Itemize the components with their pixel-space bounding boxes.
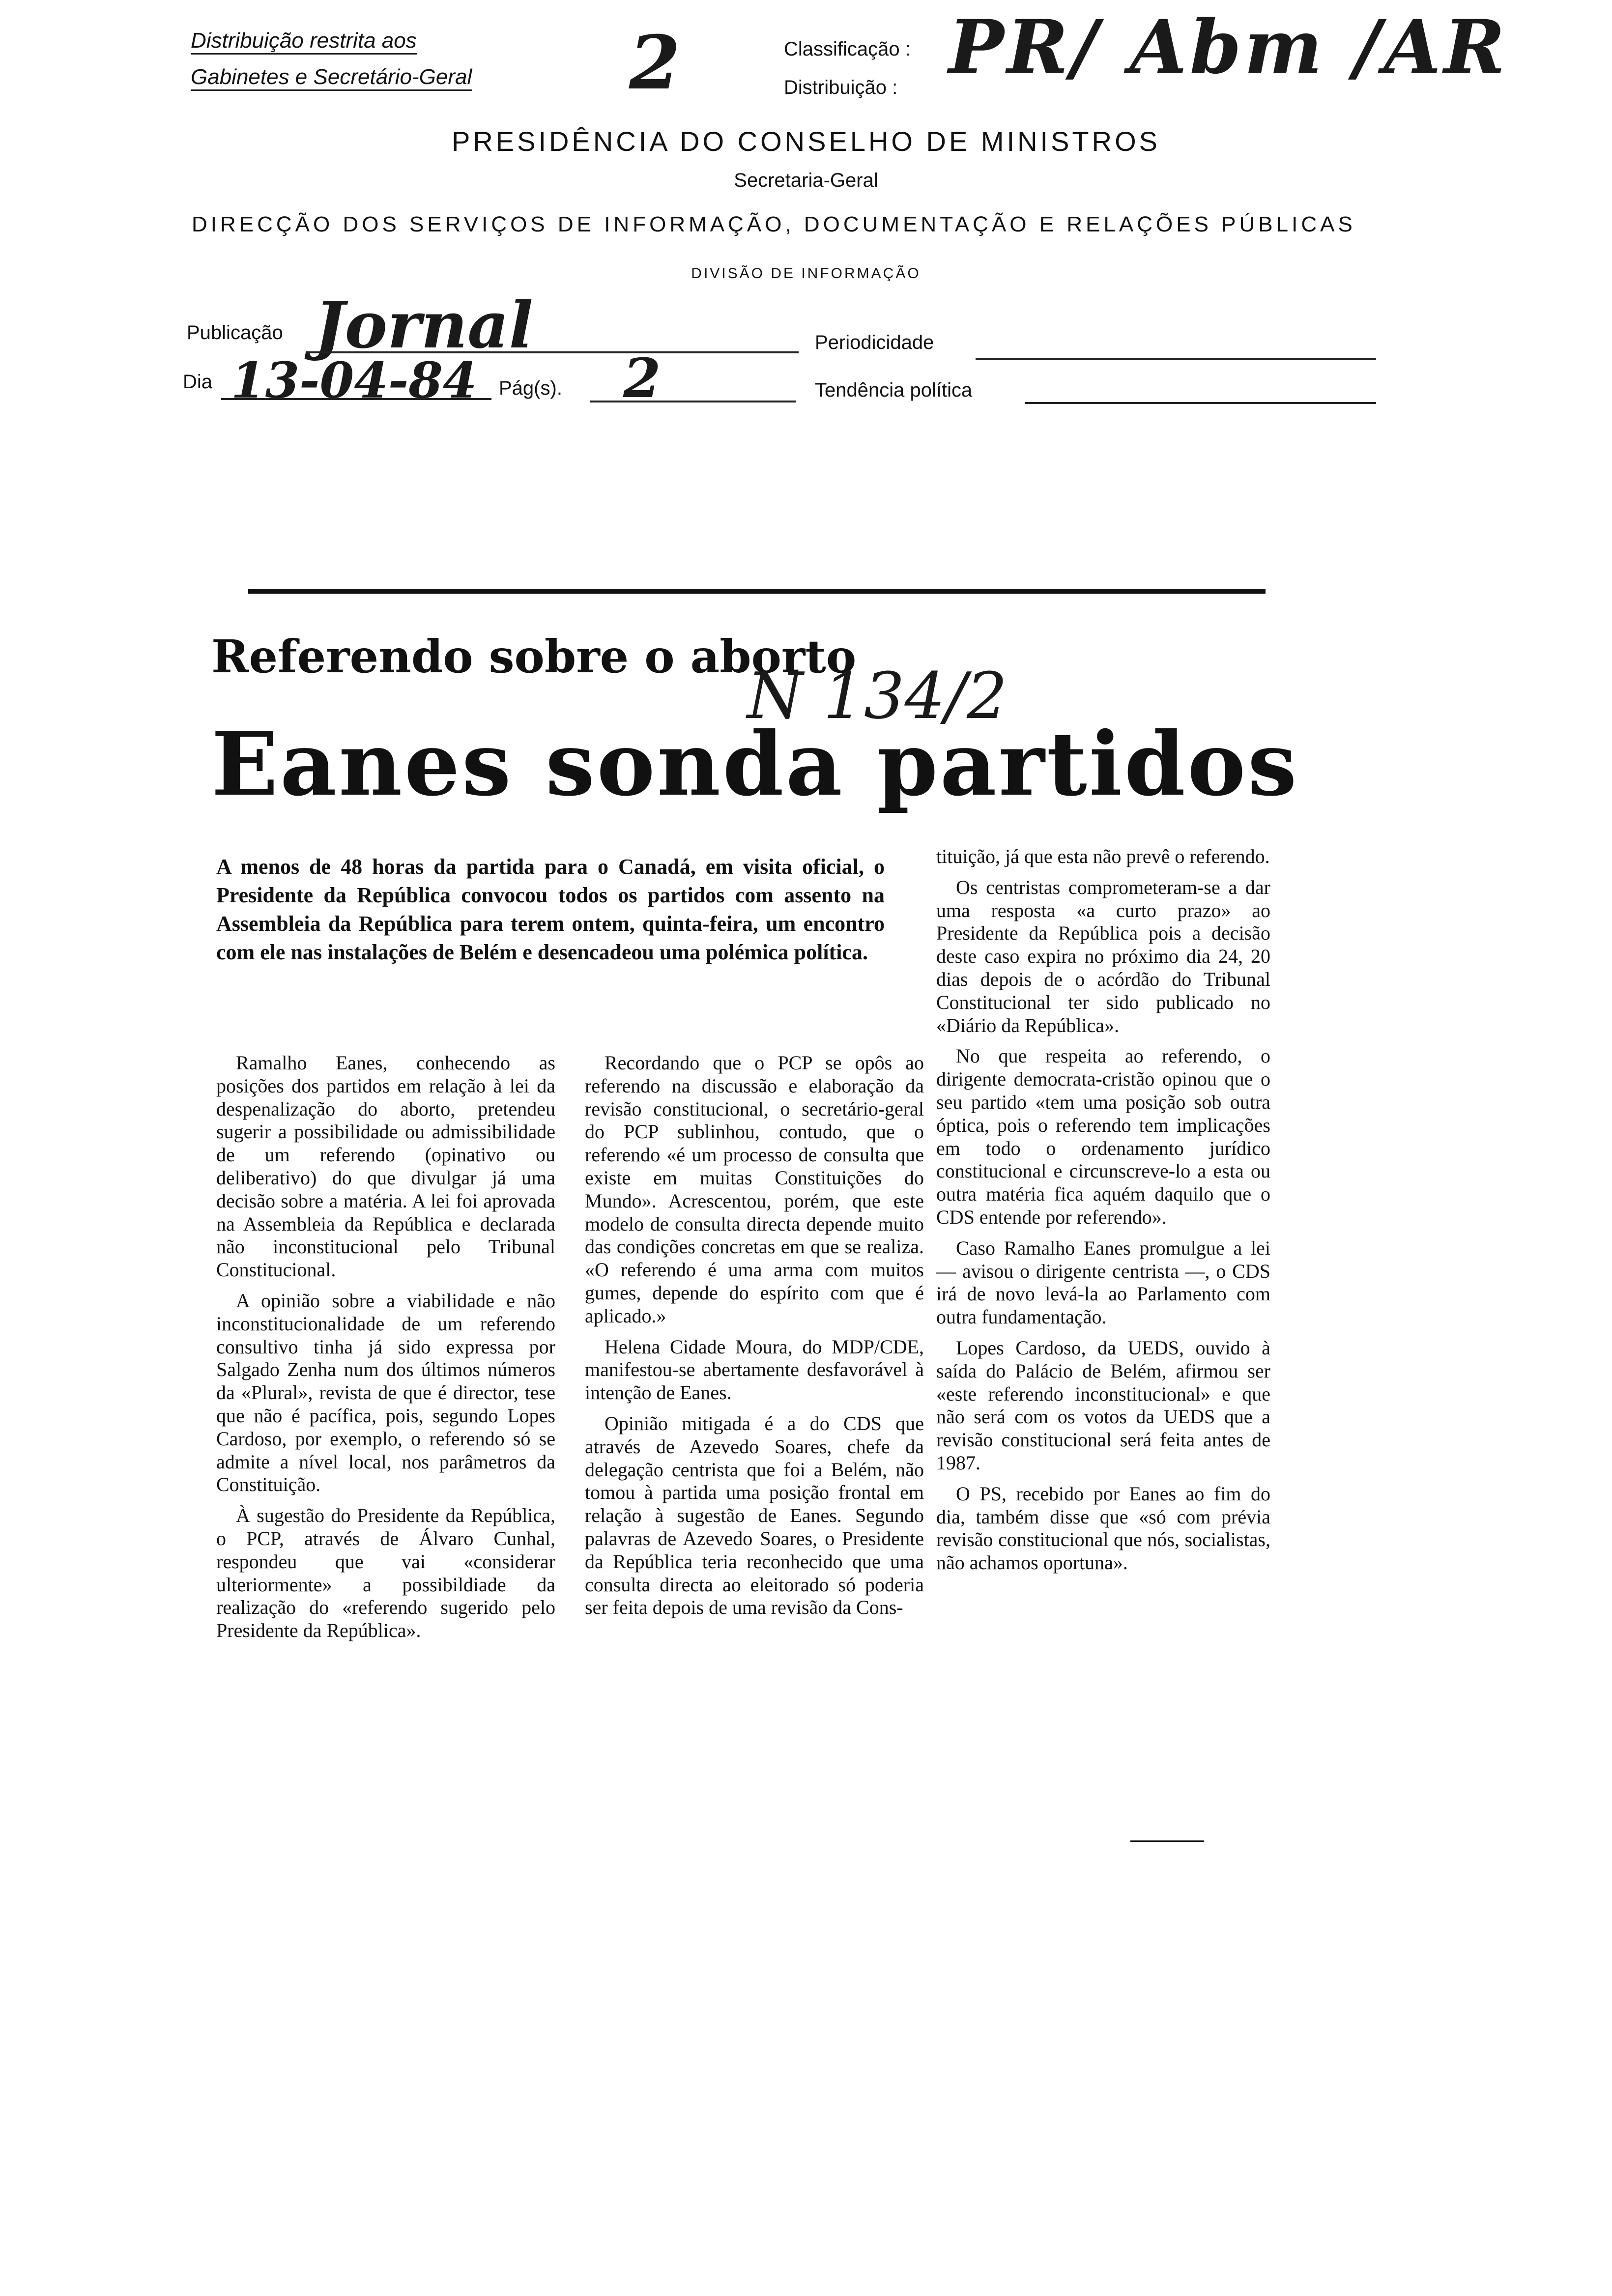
col3-paragraph: Os centristas comprometeram-se a dar uma resposta «a curto prazo» ao Presidente da República pois a decisão deste caso expira no próximo dia 24, 20 dias depois de o acórdão do Tribunal Constitucional ter sido publicado no «Diário da República». [936,876,1270,1036]
col2-paragraph: Helena Cidade Moura, do MDP/CDE, manifestou-se abertamente desfavorável à intenção de Eanes. [585,1335,924,1404]
col2-paragraph: Opinião mitigada é a do CDS que através de Azevedo Soares, chefe da delegação centrista que foi a Belém, não tomou à partida uma posição frontal em relação à sugestão de Eanes. Segundo palavras de Azevedo Soares, o Presidente da República teria reconhecido que uma consulta directa ao eleitorado só poderia ser feita depois de uma revisão da Cons- [585,1412,924,1619]
distribuicao-label: Distribuição : [784,77,898,98]
col3-paragraph: tituição, já que esta não prevê o referendo. [936,845,1270,867]
col3-paragraph: No que respeita ao referendo, o dirigente democrata-cristão opinou que o seu partido «tem uma posição sob outra óptica, pois o referendo tem implicações em todo o ordenamento jurídico constitucional e circunscreve-lo a esta ou outra matéria fica aquém daquilo que o CDS entende por referendo». [936,1045,1270,1228]
pags-value: 2 [623,346,661,410]
col2-paragraph: Recordando que o PCP se opôs ao referendo na discussão e elaboração da revisão constitucional, o secretário-geral do PCP sublinhou, contudo, que o referendo «é um processo de consulta que existe em muitas Constituições do Mundo». Acrescentou, porém, que este modelo de consulta directa depende muito das condições concretas em que se realiza. «O referendo é uma arma com muitos gumes, depende do espírito com que é aplicado.» [585,1052,924,1327]
col1-paragraph: Ramalho Eanes, conhecendo as posições dos partidos em relação à lei da despenalização do aborto, pretendeu sugerir a possibilidade ou admissibilidade de um referendo (opinativo ou deliberativo) do que divulgar já uma decisão sobre a matéria. A lei foi aprovada na Assembleia da República e declarada não inconstitucional pelo Tribunal Constitucional. [216,1052,555,1281]
top-rule [248,589,1266,594]
direccao-title: DIRECÇÃO DOS SERVIÇOS DE INFORMAÇÃO, DOCUMENTAÇÃO E RELAÇÕES PÚBLICAS [192,212,1356,236]
secretaria-title: Secretaria-Geral [734,170,878,191]
dia-line [221,398,491,400]
tendencia-line [1025,402,1376,404]
dia-value: 13-04-84 [231,351,477,409]
col3-paragraph: O PS, recebido por Eanes ao fim do dia, também disse que «só com prévia revisão constitucional que nós, socialistas, não achamos oportuna». [936,1482,1270,1574]
lead-paragraph: A menos de 48 horas da partida para o Canadá, em visita oficial, o Presidente da República convocou todos os partidos com assento na Assembleia da República para terem ontem, quinta-feira, um encontro com ele nas instalações de Belém e desencadeou uma polémica política. [216,855,885,964]
col3-paragraph: Lopes Cardoso, da UEDS, ouvido à saída do Palácio de Belém, afirmou ser «este referendo inconstitucional» e que não será com os votos da UEDS que a revisão constitucional será feita antes de 1987. [936,1336,1270,1474]
col3-paragraph: Caso Ramalho Eanes promulgue a lei — avisou o dirigente centrista —, o CDS irá de novo levá-la ao Parlamento com outra fundamentação. [936,1236,1270,1328]
handwritten-number: 2 [629,20,681,106]
divisao-title: DIVISÃO DE INFORMAÇÃO [691,265,921,282]
handwritten-reference: N 134/2 [747,659,1008,733]
publicacao-label: Publicação [187,322,283,344]
periodicidade-label: Periodicidade [815,332,934,353]
presidencia-title: PRESIDÊNCIA DO CONSELHO DE MINISTROS [452,126,1160,157]
publicacao-value: Jornal [315,287,533,363]
classificacao-label: Classificação : [784,38,911,60]
restriction-line-1: Distribuição restrita aos [191,29,417,55]
column-2 [585,1052,924,1627]
headline: Eanes sonda partidos [211,713,1299,815]
column-1 [216,1052,555,1650]
handwritten-classification: PR/ Abm /AR [949,4,1508,90]
dia-label: Dia [183,371,213,393]
restriction-line-2: Gabinetes e Secretário-Geral [191,65,472,91]
periodicidade-line [976,358,1376,360]
col1-paragraph: À sugestão do Presidente da República, o PCP, através de Álvaro Cunhal, respondeu que vai «considerar ulteriormente» a possibildiade da realização do «referendo sugerido pelo Presidente da República». [216,1504,555,1642]
pags-label: Pág(s). [499,377,562,399]
pags-line [590,401,796,402]
end-mark-rule [1130,1840,1204,1842]
col1-paragraph: A opinião sobre a viabilidade e não inconstitucionalidade de um referendo consultivo tinha já sido expressa por Salgado Zenha num dos últimos números da «Plural», revista de que é director, tese que não é pacífica, pois, segundo Lopes Cardoso, por exemplo, o referendo só se admite a nível local, nos parâmetros da Constituição. [216,1289,555,1496]
column-3 [936,845,1270,1582]
tendencia-label: Tendência política [815,379,973,401]
kicker: Referendo sobre o aborto [211,630,857,683]
